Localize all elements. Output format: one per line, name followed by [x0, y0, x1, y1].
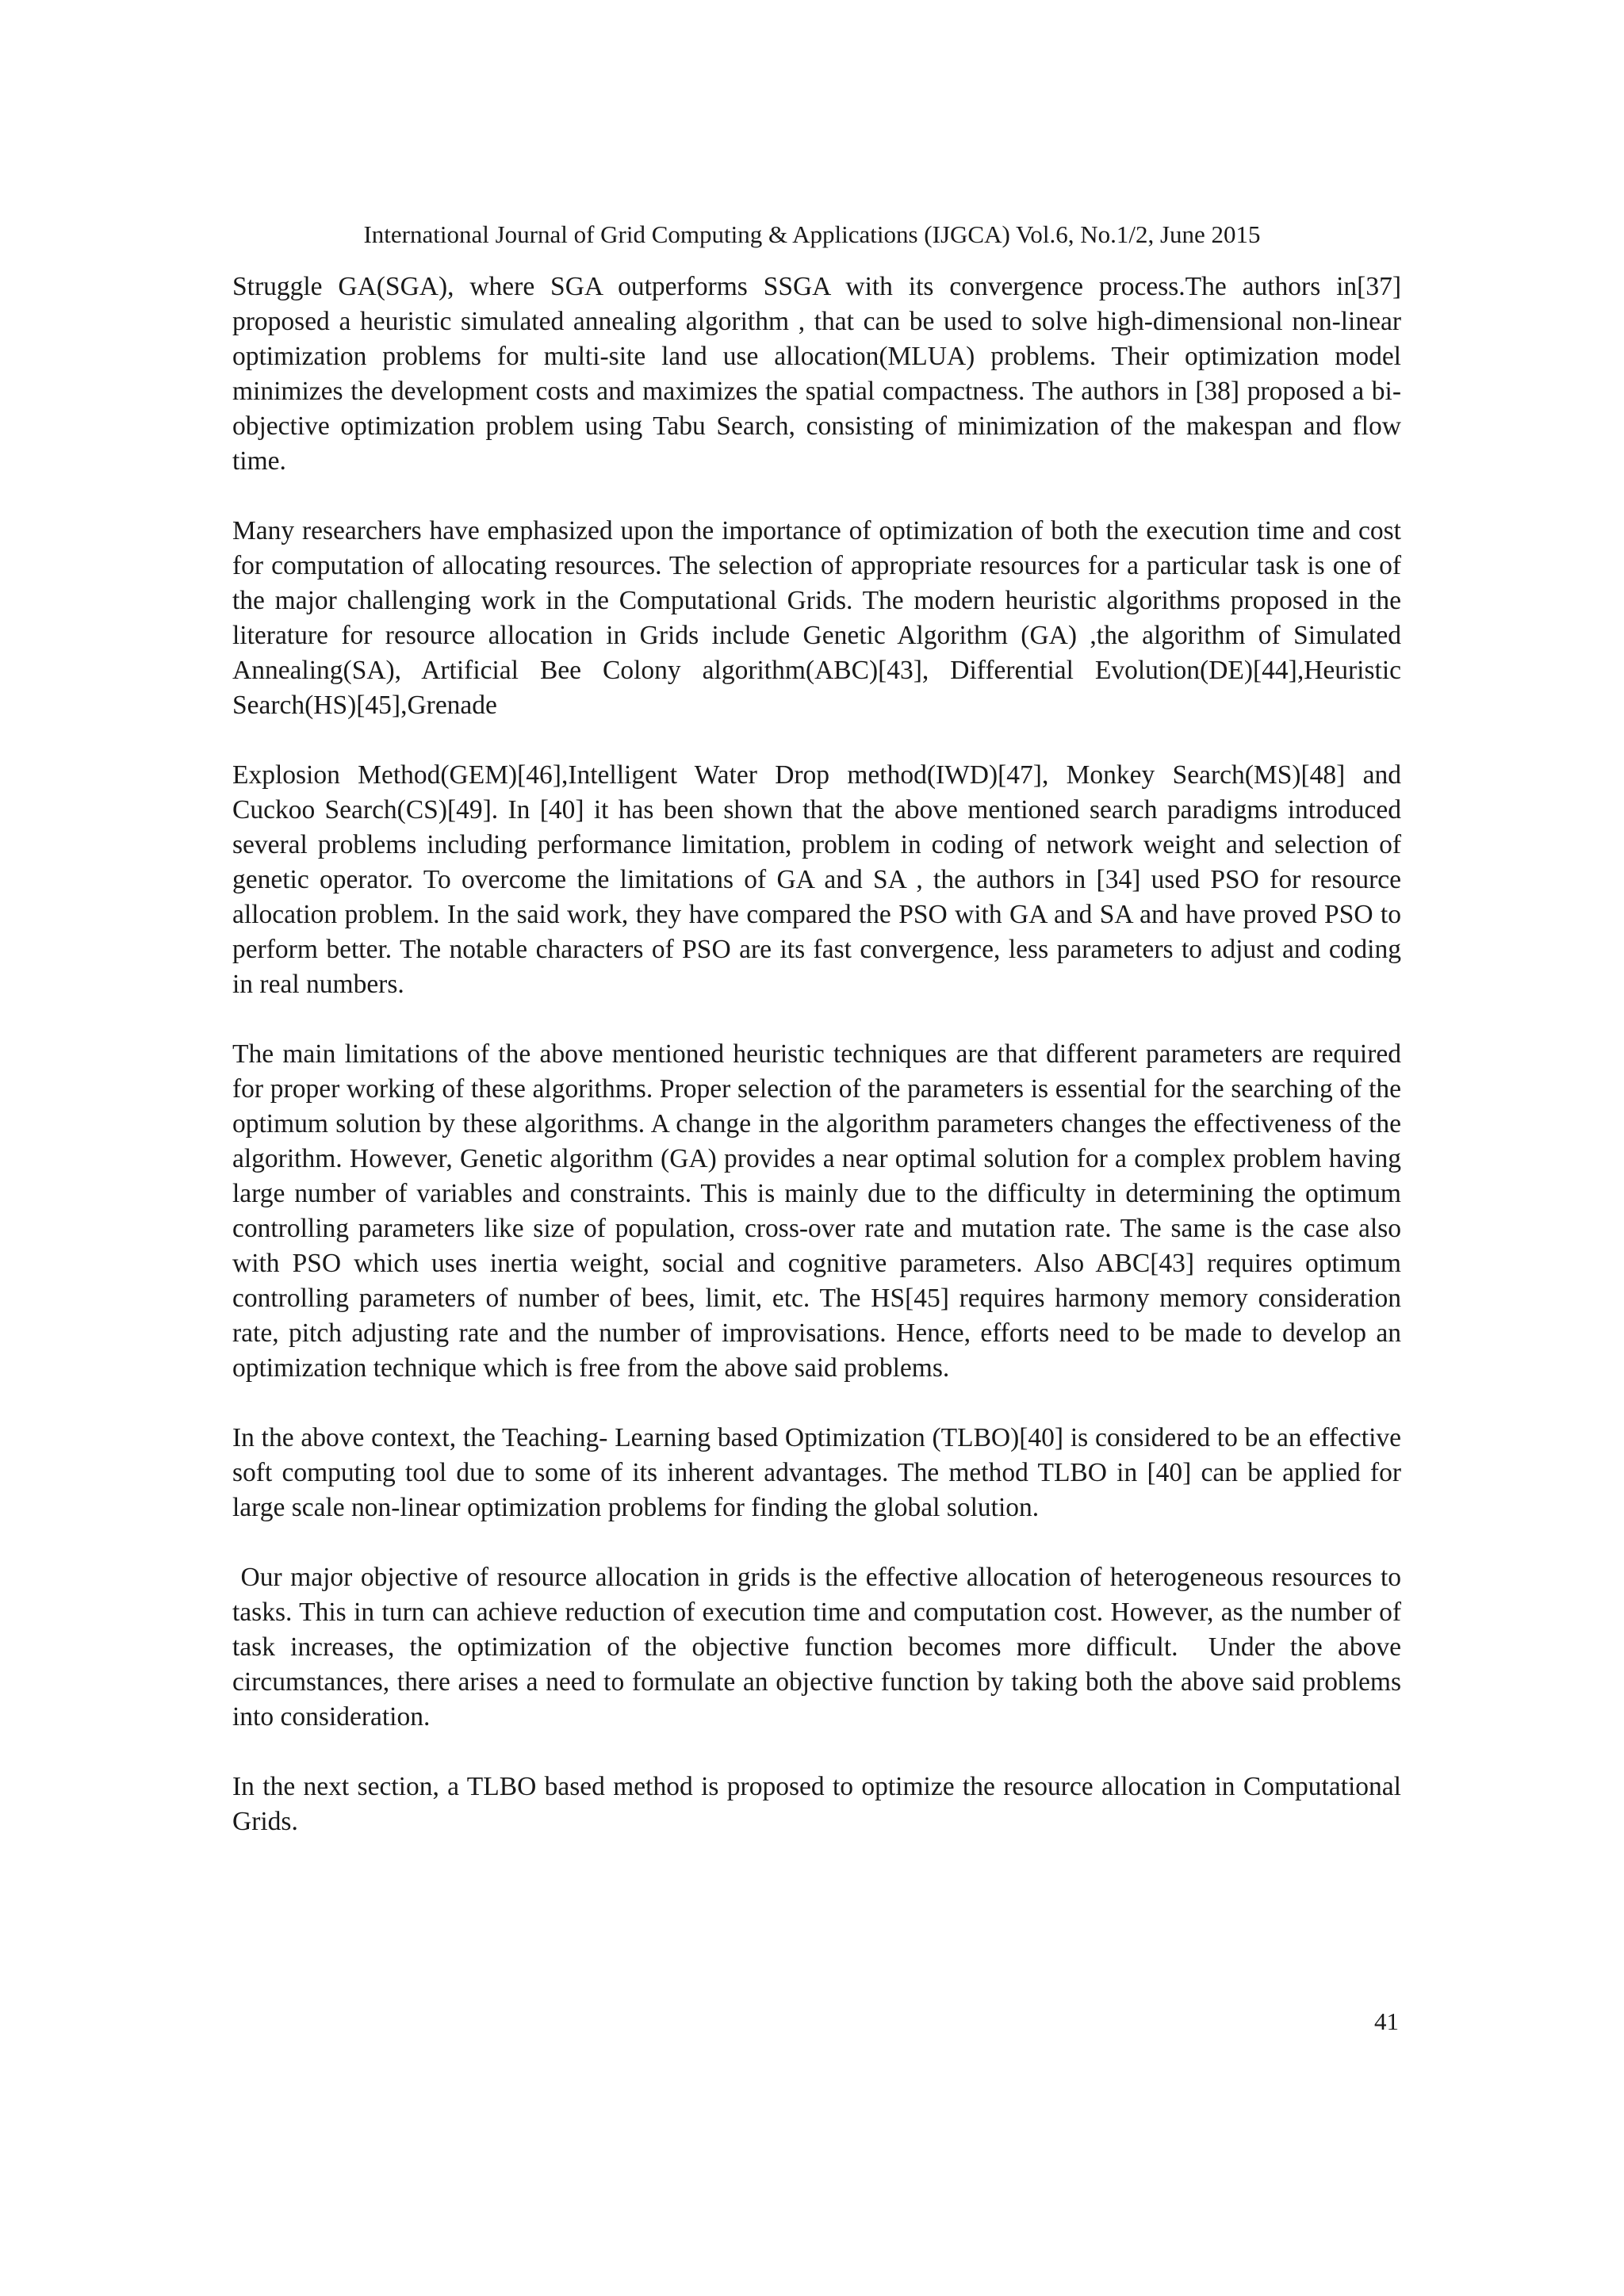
paragraph-3: Explosion Method(GEM)[46],Intelligent Water Drop method(IWD)[47], Monkey Search(MS)[48] and Cuckoo Search(CS)[49]. In [40] it has been shown that the above mentioned search paradigms introduced several problems including performance limitation, problem in coding of network weight and selection of genetic operator. To overcome the limitations of GA and SA , the authors in [34] used PSO for resource allocation problem. In the said work, they have compared the PSO with GA and SA and have proved PSO to perform better. The notable characters of PSO are its fast convergence, less parameters to adjust and coding in real numbers. — [232, 760, 1401, 999]
paragraph-7: In the next section, a TLBO based method is proposed to optimize the resource allocation in Computational Grids. — [232, 1772, 1401, 1836]
paragraph-6: Our major objective of resource allocation in grids is the effective allocation of heterogeneous resources to tasks. This in turn can achieve reduction of execution time and computation cost. However, as the number of task increases, the optimization of the objective function becomes more difficult. Under the above circumstances, there arises a need to formulate an objective function by taking both the above said problems into consideration. — [232, 1563, 1408, 1732]
paragraph-1: Struggle GA(SGA), where SGA outperforms SSGA with its convergence process.The authors in[37] proposed a heuristic simulated annealing algorithm , that can be used to solve high-dimensional non-linear optimization problems for multi-site land use allocation(MLUA) problems. Their optimization model minimizes the development costs and maximizes the spatial compactness. The authors in [38] proposed a bi-objective optimization problem using Tabu Search, consisting of minimization of the makespan and flow time. — [232, 272, 1401, 476]
running-header: International Journal of Grid Computing & Applications (IJGCA) Vol.6, No.1/2, June 2015 — [363, 220, 1261, 248]
body-text — [232, 270, 1408, 1874]
page-number: 41 — [1374, 2007, 1399, 2035]
paragraph-2: Many researchers have emphasized upon the importance of optimization of both the execution time and cost for computation of allocating resources. The selection of appropriate resources for a particular task is one of the major challenging work in the Computational Grids. The modern heuristic algorithms proposed in the literature for resource allocation in Grids include Genetic Algorithm (GA) ,the algorithm of Simulated Annealing(SA), Artificial Bee Colony algorithm(ABC)[43], Differential Evolution(DE)[44],Heuristic Search(HS)[45],Grenade — [232, 516, 1401, 720]
paragraph-5: In the above context, the Teaching- Learning based Optimization (TLBO)[40] is considered to be an effective soft computing tool due to some of its inherent advantages. The method TLBO in [40] can be applied for large scale non-linear optimization problems for finding the global solution. — [232, 1423, 1401, 1522]
paragraph-4: The main limitations of the above mentioned heuristic techniques are that different parameters are required for proper working of these algorithms. Proper selection of the parameters is essential for the searching of the optimum solution by these algorithms. A change in the algorithm parameters changes the effectiveness of the algorithm. However, Genetic algorithm (GA) provides a near optimal solution for a complex problem having large number of variables and constraints. This is mainly due to the difficulty in determining the optimum controlling parameters like size of population, cross-over rate and mutation rate. The same is the case also with PSO which uses inertia weight, social and cognitive parameters. Also ABC[43] requires optimum controlling parameters of number of bees, limit, etc. The HS[45] requires harmony memory consideration rate, pitch adjusting rate and the number of improvisations. Hence, efforts need to be made to develop an optimization technique which is free from the above said problems. — [232, 1039, 1401, 1383]
